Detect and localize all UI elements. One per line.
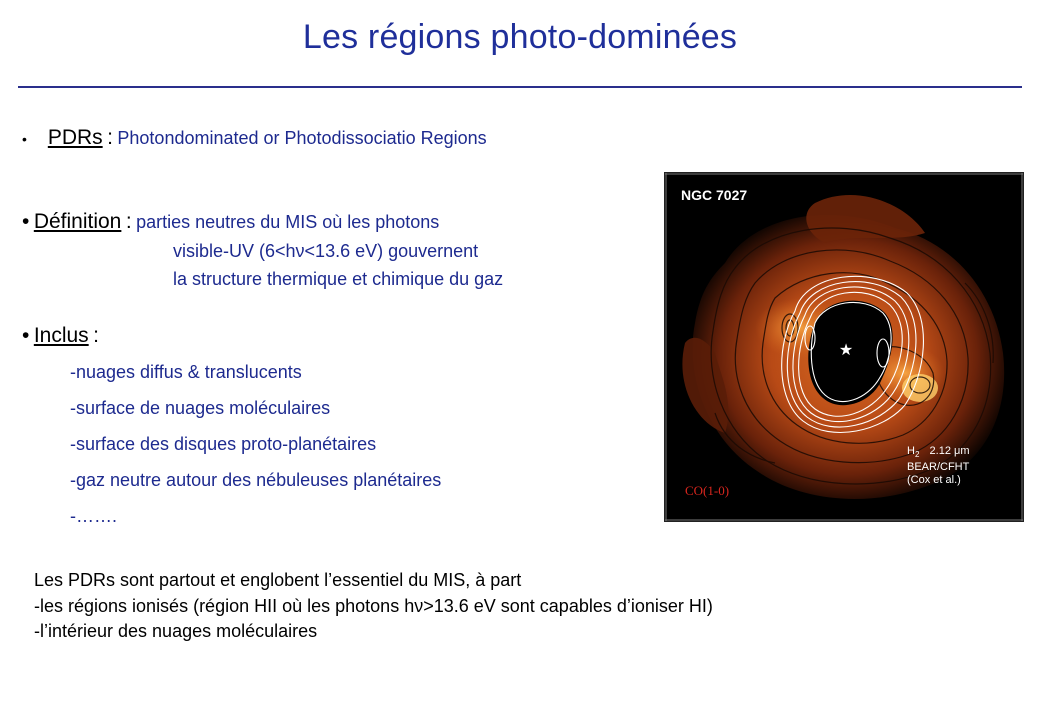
inclus-item: -surface de nuages moléculaires bbox=[70, 398, 331, 418]
slide-title: Les régions photo-dominées bbox=[302, 18, 738, 56]
bullet-definition bbox=[22, 210, 439, 234]
co-label: CO(1-0) bbox=[685, 483, 730, 498]
definition-line-2: visible-UV (6<hν<13.6 eV) gouvernent bbox=[173, 241, 479, 261]
bullet-marker: • bbox=[22, 324, 30, 347]
term-pdrs: PDRs bbox=[47, 126, 103, 149]
inclus-item: -surface des disques proto-planétaires bbox=[70, 434, 377, 454]
summary-line-3: -l’intérieur des nuages moléculaires bbox=[34, 621, 318, 641]
term-colon: : bbox=[107, 126, 113, 149]
title-divider bbox=[18, 86, 1022, 88]
instrument-label: BEAR/CFHT bbox=[907, 461, 970, 474]
co-emission-lobe bbox=[806, 195, 925, 243]
term-definition: Définition bbox=[33, 210, 122, 233]
term-colon: : bbox=[93, 324, 99, 347]
object-name-label: NGC 7027 bbox=[681, 187, 748, 203]
bullet-pdrs bbox=[22, 126, 487, 150]
term-colon: : bbox=[125, 210, 132, 233]
inclus-item: -……. bbox=[70, 506, 117, 526]
image-credit bbox=[907, 445, 970, 487]
credit-wavelength-line bbox=[907, 445, 970, 461]
reference-label: (Cox et al.) bbox=[907, 474, 961, 487]
central-star-icon: ★ bbox=[838, 340, 854, 359]
inclus-item: -nuages diffus & translucents bbox=[70, 362, 302, 382]
bullet-inclus bbox=[22, 324, 99, 348]
wavelength-value: 2.12 μm bbox=[929, 445, 970, 457]
definition-line-3: la structure thermique et chimique du gaz bbox=[173, 269, 504, 289]
summary-line-1: Les PDRs sont partout et englobent l’essentiel du MIS, à part bbox=[34, 570, 522, 590]
summary-line-2: -les régions ionisés (région HII où les photons hν>13.6 eV sont capables d’ioniser HI) bbox=[34, 596, 713, 616]
h2-label: H bbox=[907, 445, 915, 457]
definition-line-1: parties neutres du MIS où les photons bbox=[136, 212, 440, 232]
nebula-image bbox=[664, 172, 1024, 522]
inclus-item: -gaz neutre autour des nébuleuses planétaires bbox=[70, 470, 442, 490]
pdrs-description: Photondominated or Photodissociatio Regions bbox=[117, 128, 487, 148]
h2-subscript: 2 bbox=[914, 450, 920, 460]
bullet-marker: • bbox=[22, 210, 30, 233]
bullet-marker: • bbox=[22, 131, 27, 147]
term-inclus: Inclus bbox=[33, 324, 89, 347]
